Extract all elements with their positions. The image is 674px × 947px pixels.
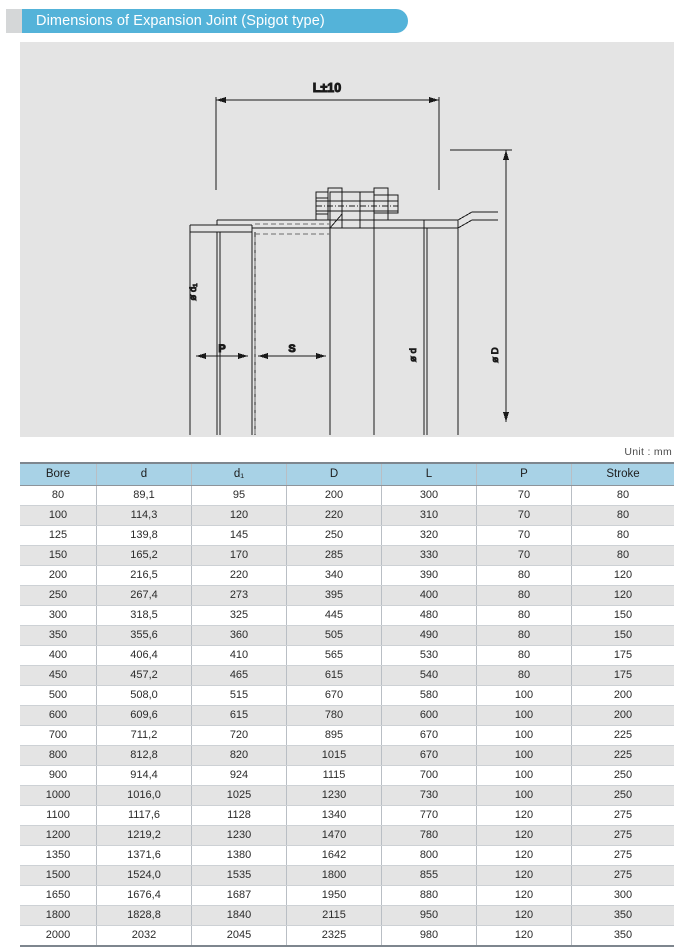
cell-L: 580 [382,686,477,706]
cell-bore: 80 [20,486,97,506]
cell-d1: 1230 [192,826,287,846]
unit-note: Unit : mm [624,446,672,458]
cell-d1: 820 [192,746,287,766]
cell-d1: 2045 [192,926,287,947]
cell-P: 100 [477,686,572,706]
cell-d: 1371,6 [97,846,192,866]
cell-stroke: 250 [572,786,674,806]
column-header-bore: Bore [20,463,97,486]
cell-P: 80 [477,626,572,646]
expansion-joint-drawing [20,42,674,437]
cell-d1: 720 [192,726,287,746]
page-title: Dimensions of Expansion Joint (Spigot type) [36,11,325,33]
cell-d: 1016,0 [97,786,192,806]
cell-stroke: 80 [572,486,674,506]
cell-L: 770 [382,806,477,826]
dimensions-table-container [20,462,674,947]
cell-d: 609,6 [97,706,192,726]
cell-D: 395 [287,586,382,606]
table-row [20,486,674,506]
cell-D: 565 [287,646,382,666]
column-header-d1: d₁ [192,463,287,486]
left-spigot-assembly [190,220,330,435]
cell-L: 310 [382,506,477,526]
cell-bore: 1800 [20,906,97,926]
table-row [20,846,674,866]
cell-d1: 1128 [192,806,287,826]
cell-bore: 200 [20,566,97,586]
table-row [20,726,674,746]
table-row [20,666,674,686]
cell-d1: 170 [192,546,287,566]
table-row [20,646,674,666]
cell-D: 220 [287,506,382,526]
cell-d: 457,2 [97,666,192,686]
cell-bore: 250 [20,586,97,606]
cell-d: 914,4 [97,766,192,786]
cell-bore: 450 [20,666,97,686]
cell-bore: 1500 [20,866,97,886]
cell-d: 165,2 [97,546,192,566]
table-row [20,826,674,846]
cell-L: 880 [382,886,477,906]
cell-P: 100 [477,726,572,746]
cell-bore: 1200 [20,826,97,846]
cell-d1: 1687 [192,886,287,906]
cell-d1: 1380 [192,846,287,866]
cell-bore: 1100 [20,806,97,826]
cell-D: 445 [287,606,382,626]
cell-L: 980 [382,926,477,947]
right-sleeve-assembly [374,212,498,435]
cell-D: 1115 [287,766,382,786]
cell-bore: 2000 [20,926,97,947]
column-header-D: D [287,463,382,486]
cell-P: 70 [477,506,572,526]
cell-L: 300 [382,486,477,506]
cell-bore: 1650 [20,886,97,906]
cell-L: 390 [382,566,477,586]
cell-P: 70 [477,526,572,546]
cell-d: 1219,2 [97,826,192,846]
table-row [20,626,674,646]
table-row [20,526,674,546]
cell-L: 855 [382,866,477,886]
cell-d1: 1535 [192,866,287,886]
cell-d1: 410 [192,646,287,666]
cell-d: 89,1 [97,486,192,506]
cell-P: 120 [477,926,572,947]
cell-stroke: 275 [572,846,674,866]
cell-stroke: 175 [572,646,674,666]
cell-P: 100 [477,766,572,786]
cell-bore: 800 [20,746,97,766]
cell-d: 711,2 [97,726,192,746]
cell-d1: 220 [192,566,287,586]
dimension-line-oD [450,150,512,422]
table-row [20,506,674,526]
cell-d1: 515 [192,686,287,706]
cell-L: 700 [382,766,477,786]
cell-d1: 615 [192,706,287,726]
cell-d1: 120 [192,506,287,526]
cell-P: 80 [477,646,572,666]
cell-bore: 500 [20,686,97,706]
cell-L: 480 [382,606,477,626]
cell-d1: 325 [192,606,287,626]
cell-D: 895 [287,726,382,746]
cell-L: 600 [382,706,477,726]
cell-d: 216,5 [97,566,192,586]
cell-P: 80 [477,566,572,586]
table-row [20,886,674,906]
table-row [20,566,674,586]
cell-D: 670 [287,686,382,706]
table-row [20,866,674,886]
cell-d1: 465 [192,666,287,686]
cell-stroke: 150 [572,626,674,646]
cell-P: 80 [477,666,572,686]
cell-stroke: 120 [572,586,674,606]
label-diameter-d: ø d [408,348,419,362]
drawing-panel [20,42,674,437]
cell-D: 1340 [287,806,382,826]
cell-bore: 350 [20,626,97,646]
cell-d: 139,8 [97,526,192,546]
column-header-stroke: Stroke [572,463,674,486]
cell-stroke: 80 [572,526,674,546]
bolt-gland-assembly [316,188,398,228]
cell-P: 120 [477,806,572,826]
table-row [20,586,674,606]
cell-D: 1950 [287,886,382,906]
cell-d: 2032 [97,926,192,947]
cell-P: 120 [477,846,572,866]
cell-P: 70 [477,546,572,566]
dimensions-table [20,462,674,947]
cell-L: 320 [382,526,477,546]
table-row [20,546,674,566]
cell-d1: 1840 [192,906,287,926]
inner-pipe-walls [330,228,374,435]
cell-L: 330 [382,546,477,566]
cell-d: 1676,4 [97,886,192,906]
label-dim-s: S [288,343,295,355]
cell-D: 1642 [287,846,382,866]
cell-stroke: 225 [572,726,674,746]
cell-bore: 700 [20,726,97,746]
cell-d: 1117,6 [97,806,192,826]
cell-stroke: 225 [572,746,674,766]
cell-D: 1800 [287,866,382,886]
cell-bore: 300 [20,606,97,626]
cell-L: 730 [382,786,477,806]
cell-d1: 1025 [192,786,287,806]
cell-d: 508,0 [97,686,192,706]
table-header-row [20,463,674,486]
cell-L: 670 [382,746,477,766]
cell-stroke: 300 [572,886,674,906]
table-row [20,766,674,786]
cell-bore: 125 [20,526,97,546]
cell-L: 800 [382,846,477,866]
cell-D: 200 [287,486,382,506]
table-row [20,706,674,726]
cell-d1: 273 [192,586,287,606]
cell-stroke: 350 [572,906,674,926]
label-diameter-D: ø D [490,347,501,362]
table-body [20,486,674,947]
cell-P: 100 [477,786,572,806]
cell-D: 780 [287,706,382,726]
cell-P: 120 [477,866,572,886]
cell-stroke: 200 [572,686,674,706]
cell-D: 505 [287,626,382,646]
column-header-d: d [97,463,192,486]
cell-D: 340 [287,566,382,586]
column-header-P: P [477,463,572,486]
cell-stroke: 275 [572,866,674,886]
cell-bore: 600 [20,706,97,726]
table-row [20,746,674,766]
cell-D: 615 [287,666,382,686]
cell-bore: 100 [20,506,97,526]
cell-P: 100 [477,706,572,726]
cell-d1: 95 [192,486,287,506]
cell-stroke: 275 [572,806,674,826]
cell-d: 812,8 [97,746,192,766]
cell-stroke: 350 [572,926,674,947]
cell-bore: 400 [20,646,97,666]
cell-L: 530 [382,646,477,666]
cell-d: 355,6 [97,626,192,646]
cell-L: 540 [382,666,477,686]
cell-L: 400 [382,586,477,606]
table-row [20,806,674,826]
cell-stroke: 275 [572,826,674,846]
section-header [0,9,674,33]
table-row [20,926,674,947]
label-diameter-d1: ø d₁ [188,284,199,301]
table-row [20,606,674,626]
cell-bore: 1000 [20,786,97,806]
table-row [20,906,674,926]
table-row [20,686,674,706]
cell-bore: 900 [20,766,97,786]
cell-d: 114,3 [97,506,192,526]
cell-d: 267,4 [97,586,192,606]
dimension-line-L [216,97,439,190]
cell-D: 1015 [287,746,382,766]
cell-P: 80 [477,606,572,626]
cell-d: 406,4 [97,646,192,666]
cell-D: 250 [287,526,382,546]
cell-bore: 1350 [20,846,97,866]
cell-D: 2325 [287,926,382,947]
label-dim-p: P [218,343,225,355]
cell-d1: 145 [192,526,287,546]
table-row [20,786,674,806]
cell-L: 670 [382,726,477,746]
cell-D: 285 [287,546,382,566]
cell-P: 70 [477,486,572,506]
cell-stroke: 80 [572,546,674,566]
cell-D: 2115 [287,906,382,926]
cell-d: 1828,8 [97,906,192,926]
cell-L: 780 [382,826,477,846]
cell-stroke: 175 [572,666,674,686]
cell-d: 318,5 [97,606,192,626]
cell-stroke: 250 [572,766,674,786]
cell-P: 80 [477,586,572,606]
cell-bore: 150 [20,546,97,566]
cell-D: 1230 [287,786,382,806]
cell-P: 120 [477,906,572,926]
hidden-lines [255,224,330,435]
cell-L: 950 [382,906,477,926]
cell-L: 490 [382,626,477,646]
cell-d: 1524,0 [97,866,192,886]
column-header-L: L [382,463,477,486]
cell-P: 120 [477,886,572,906]
cell-d1: 924 [192,766,287,786]
cell-stroke: 200 [572,706,674,726]
cell-stroke: 80 [572,506,674,526]
cell-D: 1470 [287,826,382,846]
label-overall-length: L±10 [313,81,341,95]
cell-d1: 360 [192,626,287,646]
cell-stroke: 120 [572,566,674,586]
cell-P: 100 [477,746,572,766]
cell-P: 120 [477,826,572,846]
cell-stroke: 150 [572,606,674,626]
